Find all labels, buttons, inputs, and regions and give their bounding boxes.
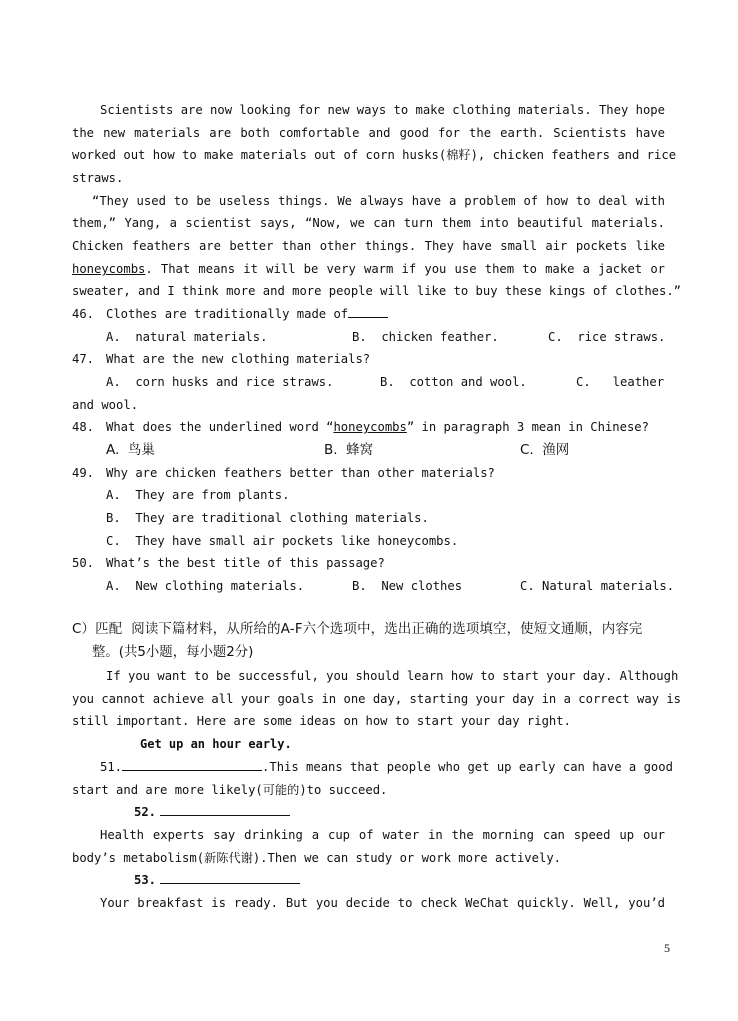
passage-line: body’s metabolism(新陈代谢).Then we can study or work more actively. bbox=[72, 851, 561, 865]
option-a[interactable]: A. natural materials. bbox=[106, 330, 268, 344]
question-stem: What are the new clothing materials? bbox=[106, 352, 371, 366]
passage-line: straws. bbox=[72, 171, 124, 185]
option-c[interactable]: C. Natural materials. bbox=[520, 579, 675, 593]
passage-line: them,” Yang, a scientist says, “Now, we can turn them into beautiful materials. bbox=[72, 216, 665, 230]
question-number: 49. bbox=[72, 466, 95, 480]
underlined-word: honeycombs bbox=[72, 262, 146, 276]
question-stem: Clothes are traditionally made of bbox=[106, 305, 388, 323]
blank-item-52: 52. bbox=[134, 803, 290, 821]
option-c[interactable]: C. leather bbox=[576, 375, 665, 389]
option-a[interactable]: A. corn husks and rice straws. bbox=[106, 375, 334, 389]
page-number: 5 bbox=[664, 941, 670, 955]
passage-line: Your breakfast is ready. But you decide to check WeChat quickly. Well, you’d bbox=[100, 896, 665, 910]
option-b[interactable]: B. New clothes bbox=[352, 579, 463, 593]
question-number: 50. bbox=[72, 556, 95, 570]
question-stem: What does the underlined word “honeycombs” in paragraph 3 mean in Chinese? bbox=[106, 420, 649, 434]
question-number: 47. bbox=[72, 352, 95, 366]
section-heading-cont: 整。(共5小题，每小题2分) bbox=[92, 645, 254, 660]
option-c-continued: and wool. bbox=[72, 398, 139, 412]
passage-line: honeycombs. That means it will be very warm if you use them to make a jacket or bbox=[72, 262, 665, 276]
answer-blank-51[interactable] bbox=[122, 758, 262, 771]
option-a[interactable]: A. They are from plants. bbox=[106, 488, 290, 502]
passage-line: “They used to be useless things. We always have a problem of how to deal with bbox=[92, 194, 665, 208]
question-stem: Why are chicken feathers better than other materials? bbox=[106, 466, 495, 480]
passage-line: 51. .This means that people who get up early can have a good bbox=[100, 760, 673, 774]
option-b[interactable]: B. cotton and wool. bbox=[380, 375, 527, 389]
passage-line: Chicken feathers are better than other things. They have small air pockets like bbox=[72, 239, 665, 253]
passage-line: worked out how to make materials out of corn husks(棉籽), chicken feathers and rice bbox=[72, 148, 677, 162]
passage-line: Health experts say drinking a cup of water in the morning can speed up our bbox=[100, 828, 665, 842]
underlined-word: honeycombs bbox=[333, 420, 407, 434]
option-b[interactable]: B. They are traditional clothing materials. bbox=[106, 511, 429, 525]
option-c[interactable]: C. rice straws. bbox=[548, 330, 666, 344]
passage-line: the new materials are both comfortable and good for the earth. Scientists have bbox=[72, 126, 665, 140]
question-number: 46. bbox=[72, 307, 95, 321]
option-c[interactable]: C. They have small air pockets like honeycombs. bbox=[106, 534, 459, 548]
option-c[interactable]: C. 渔网 bbox=[520, 442, 570, 458]
option-a[interactable]: A. New clothing materials. bbox=[106, 579, 305, 593]
blank-item-53: 53. bbox=[134, 871, 300, 889]
option-b[interactable]: B. 蜂窝 bbox=[324, 442, 374, 458]
question-number: 48. bbox=[72, 420, 95, 434]
passage-line: sweater, and I think more and more people will like to buy these kings of clothes.” bbox=[72, 284, 682, 298]
passage-line: you cannot achieve all your goals in one day, starting your day in a correct way is bbox=[72, 692, 682, 706]
section-heading: C）匹配 阅读下篇材料，从所给的A-F六个选项中，选出正确的选项填空，使短文通顺，内容完 bbox=[72, 622, 643, 637]
tip-heading: Get up an hour early. bbox=[140, 737, 292, 751]
passage-line: If you want to be successful, you should learn how to start your day. Although bbox=[106, 669, 679, 683]
passage-line: start and are more likely(可能的)to succeed. bbox=[72, 783, 388, 797]
option-b[interactable]: B. chicken feather. bbox=[352, 330, 499, 344]
passage-line: Scientists are now looking for new ways to make clothing materials. They hope bbox=[100, 103, 665, 117]
option-a[interactable]: A. 鸟巢 bbox=[106, 442, 155, 458]
question-stem: What’s the best title of this passage? bbox=[106, 556, 385, 570]
answer-blank-52[interactable] bbox=[160, 803, 290, 816]
answer-blank-53[interactable] bbox=[160, 871, 300, 884]
answer-blank[interactable] bbox=[348, 305, 388, 318]
passage-line: still important. Here are some ideas on how to start your day right. bbox=[72, 714, 571, 728]
